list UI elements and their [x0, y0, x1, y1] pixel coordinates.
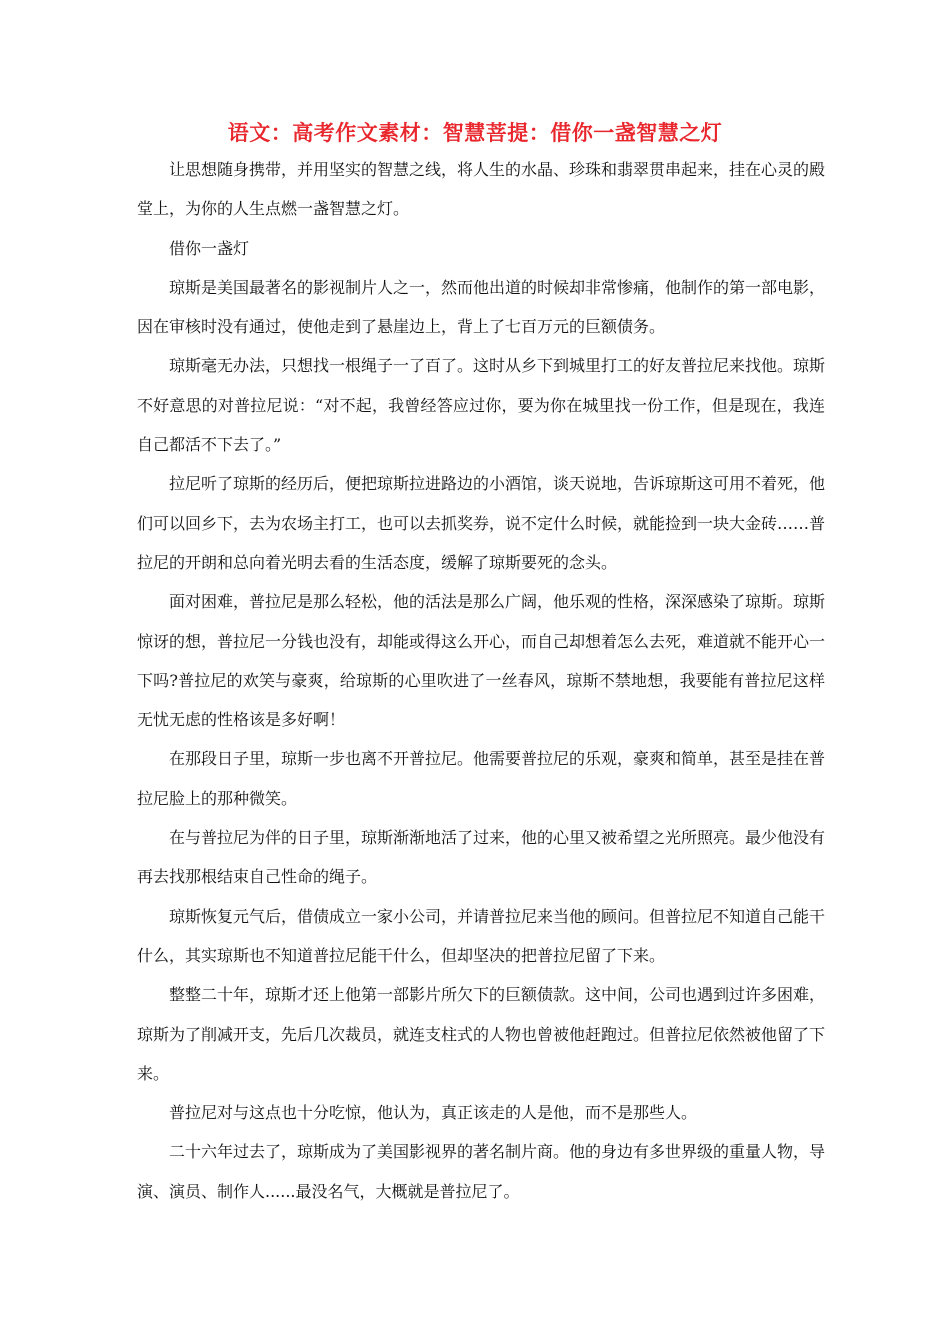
paragraph: 面对困难，普拉尼是那么轻松，他的活法是那么广阔，他乐观的性格，深深感染了琼斯。琼斯惊讶的想，普拉尼一分钱也没有，却能或得这么开心，而自己却想着怎么去死，难道就不能开心一下吗?普拉尼的欢笑与豪爽，给琼斯的心里吹进了一丝春风，琼斯不禁地想，我要能有普拉尼这样无忧无虑的性格该是多好啊！ — [137, 592, 826, 730]
paragraph: 拉尼听了琼斯的经历后，便把琼斯拉进路边的小酒馆，谈天说地，告诉琼斯这可用不着死，他们可以回乡下，去为农场主打工，也可以去抓奖券，说不定什么时候，就能捡到一块大金砖……普拉尼的开朗和总向着光明去看的生活态度，缓解了琼斯要死的念头。 — [137, 474, 826, 572]
paragraph: 琼斯恢复元气后，借债成立一家小公司，并请普拉尼来当他的顾问。但普拉尼不知道自己能干什么，其实琼斯也不知道普拉尼能干什么，但却坚决的把普拉尼留了下来。 — [137, 906, 826, 965]
paragraph: 在那段日子里，琼斯一步也离不开普拉尼。他需要普拉尼的乐观，豪爽和简单，甚至是挂在普拉尼脸上的那种微笑。 — [137, 749, 826, 808]
paragraph: 琼斯毫无办法，只想找一根绳子一了百了。这时从乡下到城里打工的好友普拉尼来找他。琼斯不好意思的对普拉尼说：“对不起，我曾经答应过你，要为你在城里找一份工作，但是现在，我连自己都活不下去了。” — [137, 356, 826, 455]
paragraph: 整整二十年，琼斯才还上他第一部影片所欠下的巨额债款。这中间，公司也遇到过许多困难，琼斯为了削减开支，先后几次裁员，就连支柱式的人物也曾被他赶跑过。但普拉尼依然被他留了下来。 — [137, 985, 826, 1083]
paragraph: 琼斯是美国最著名的影视制片人之一，然而他出道的时候却非常惨痛，他制作的第一部电影，因在审核时没有通过，使他走到了悬崖边上，背上了七百万元的巨额债务。 — [137, 277, 826, 337]
section-heading: 借你一盏灯 — [169, 238, 250, 258]
paragraph: 二十六年过去了，琼斯成为了美国影视界的著名制片商。他的身边有多世界级的重量人物，导演、演员、制作人......最没名气，大概就是普拉尼了。 — [137, 1142, 826, 1201]
paragraph-intro: 让思想随身携带，并用坚实的智慧之线，将人生的水晶、珍珠和翡翠贯串起来，挂在心灵的殿堂上，为你的人生点燃一盏智慧之灯。 — [137, 160, 826, 219]
document-body — [137, 150, 825, 1211]
paragraph: 普拉尼对与这点也十分吃惊，他认为，真正该走的人是他，而不是那些人。 — [169, 1103, 698, 1123]
paragraph: 在与普拉尼为伴的日子里，琼斯渐渐地活了过来，他的心里又被希望之光所照亮。最少他没有再去找那根结束自己性命的绳子。 — [137, 828, 826, 887]
document-title: 语文：高考作文素材：智慧菩提：借你一盏智慧之灯 — [227, 121, 723, 145]
